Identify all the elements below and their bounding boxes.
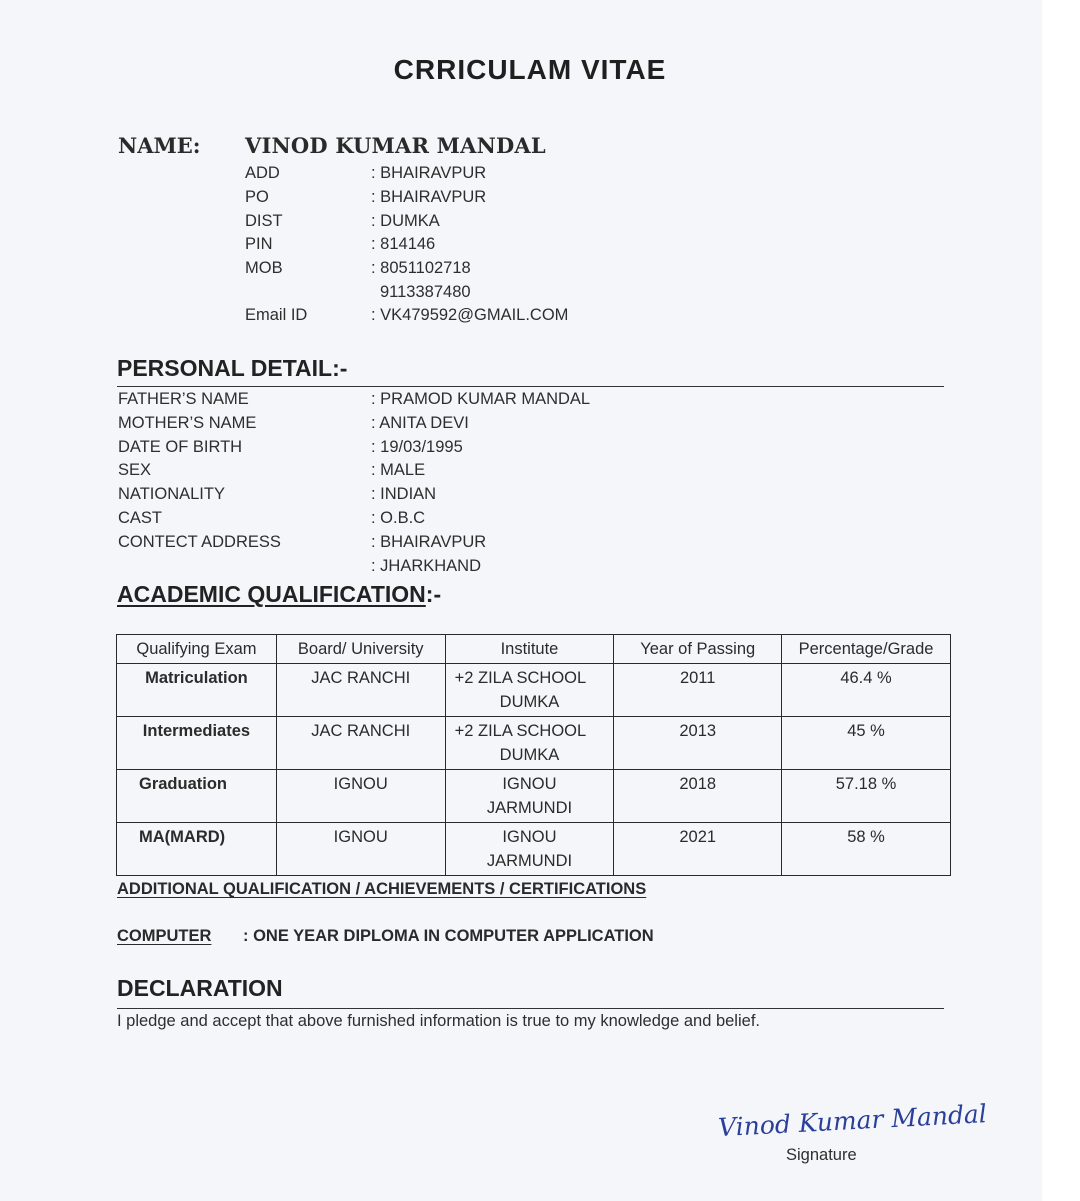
year-cell: 2011: [614, 664, 782, 717]
academic-heading: [117, 581, 441, 608]
year-cell: 2018: [614, 770, 782, 823]
institute-cell: [445, 664, 614, 717]
institute-line: DUMKA: [499, 693, 560, 711]
additional-heading: ADDITIONAL QUALIFICATION / ACHIEVEMENTS / CERTIFICATIONS: [117, 880, 647, 898]
percentage-cell: 57.18 %: [782, 770, 951, 823]
institute-line: IGNOU: [502, 775, 557, 793]
address-label: ADD: [245, 164, 280, 182]
institute-line: DUMKA: [499, 746, 560, 764]
address-value: : 8051102718: [371, 259, 471, 277]
exam-cell: Matriculation: [117, 664, 277, 717]
signature-text: Vinod Kumar Mandal: [717, 1099, 986, 1142]
exam-cell: Intermediates: [117, 717, 277, 770]
personal-label: MOTHER’S NAME: [118, 414, 257, 432]
institute-line: JARMUNDI: [486, 852, 573, 870]
personal-value: : ANITA DEVI: [371, 414, 469, 432]
declaration-heading: DECLARATION: [117, 975, 283, 1001]
table-header-row: [117, 635, 951, 664]
address-value: : 814146: [371, 235, 436, 253]
personal-label: DATE OF BIRTH: [118, 438, 243, 456]
personal-value: : JHARKHAND: [371, 557, 482, 575]
exam-cell: Graduation: [117, 770, 277, 823]
institute-line: +2 ZILA SCHOOL: [454, 722, 587, 740]
address-value: 9113387480: [380, 283, 471, 301]
section-divider: [117, 386, 944, 387]
personal-value: : O.B.C: [371, 509, 426, 527]
board-cell: IGNOU: [276, 823, 445, 876]
declaration-text: I pledge and accept that above furnished information is true to my knowledge and belief.: [117, 1012, 760, 1030]
document-title: CRRICULAM VITAE: [393, 54, 667, 85]
signature-svg: [716, 1092, 986, 1142]
personal-label: CONTECT ADDRESS: [118, 533, 281, 551]
academic-heading-suffix: :-: [425, 581, 442, 607]
address-value: : VK479592@GMAIL.COM: [371, 306, 569, 324]
percentage-cell: 58 %: [782, 823, 951, 876]
name-label: NAME:: [118, 133, 201, 158]
institute-cell: [445, 770, 614, 823]
address-value: : DUMKA: [371, 212, 440, 230]
table-row: [117, 770, 951, 823]
column-header: Year of Passing: [614, 635, 782, 664]
handwritten-signature: [716, 1092, 986, 1147]
personal-value: : PRAMOD KUMAR MANDAL: [371, 390, 591, 408]
personal-value: : INDIAN: [371, 485, 437, 503]
address-label: PIN: [245, 235, 273, 253]
name-value: VINOD KUMAR MANDAL: [245, 133, 546, 158]
qualification-table: [116, 634, 951, 876]
column-header: Institute: [445, 635, 614, 664]
board-cell: IGNOU: [276, 770, 445, 823]
table-row: [117, 664, 951, 717]
address-value: : BHAIRAVPUR: [371, 188, 487, 206]
personal-label: SEX: [118, 461, 152, 479]
signature-label: Signature: [786, 1146, 857, 1164]
institute-cell: [445, 823, 614, 876]
year-cell: 2021: [614, 823, 782, 876]
address-label: Email ID: [245, 306, 308, 324]
percentage-cell: 45 %: [782, 717, 951, 770]
institute-line: +2 ZILA SCHOOL: [454, 669, 587, 687]
column-header: Qualifying Exam: [117, 635, 277, 664]
personal-label: CAST: [118, 509, 163, 527]
address-label: MOB: [245, 259, 283, 277]
institute-line: IGNOU: [502, 828, 557, 846]
exam-cell: MA(MARD): [117, 823, 277, 876]
personal-value: : BHAIRAVPUR: [371, 533, 487, 551]
address-label: DIST: [245, 212, 283, 230]
board-cell: JAC RANCHI: [276, 664, 445, 717]
table-row: [117, 717, 951, 770]
address-label: PO: [245, 188, 269, 206]
institute-line: JARMUNDI: [486, 799, 573, 817]
personal-detail-heading: PERSONAL DETAIL:-: [117, 355, 348, 381]
section-divider: [117, 1008, 944, 1009]
column-header: Percentage/Grade: [782, 635, 951, 664]
institute-cell: [445, 717, 614, 770]
year-cell: 2013: [614, 717, 782, 770]
scan-margin: [1042, 0, 1080, 1201]
personal-label: FATHER’S NAME: [118, 390, 249, 408]
personal-value: : MALE: [371, 461, 426, 479]
computer-value: : ONE YEAR DIPLOMA IN COMPUTER APPLICATION: [243, 927, 654, 945]
percentage-cell: 46.4 %: [782, 664, 951, 717]
academic-heading-text: ACADEMIC QUALIFICATION: [117, 581, 426, 607]
personal-label: NATIONALITY: [118, 485, 225, 503]
computer-label: COMPUTER: [117, 927, 212, 945]
board-cell: JAC RANCHI: [276, 717, 445, 770]
table-row: [117, 823, 951, 876]
address-value: : BHAIRAVPUR: [371, 164, 487, 182]
personal-value: : 19/03/1995: [371, 438, 463, 456]
column-header: Board/ University: [276, 635, 445, 664]
